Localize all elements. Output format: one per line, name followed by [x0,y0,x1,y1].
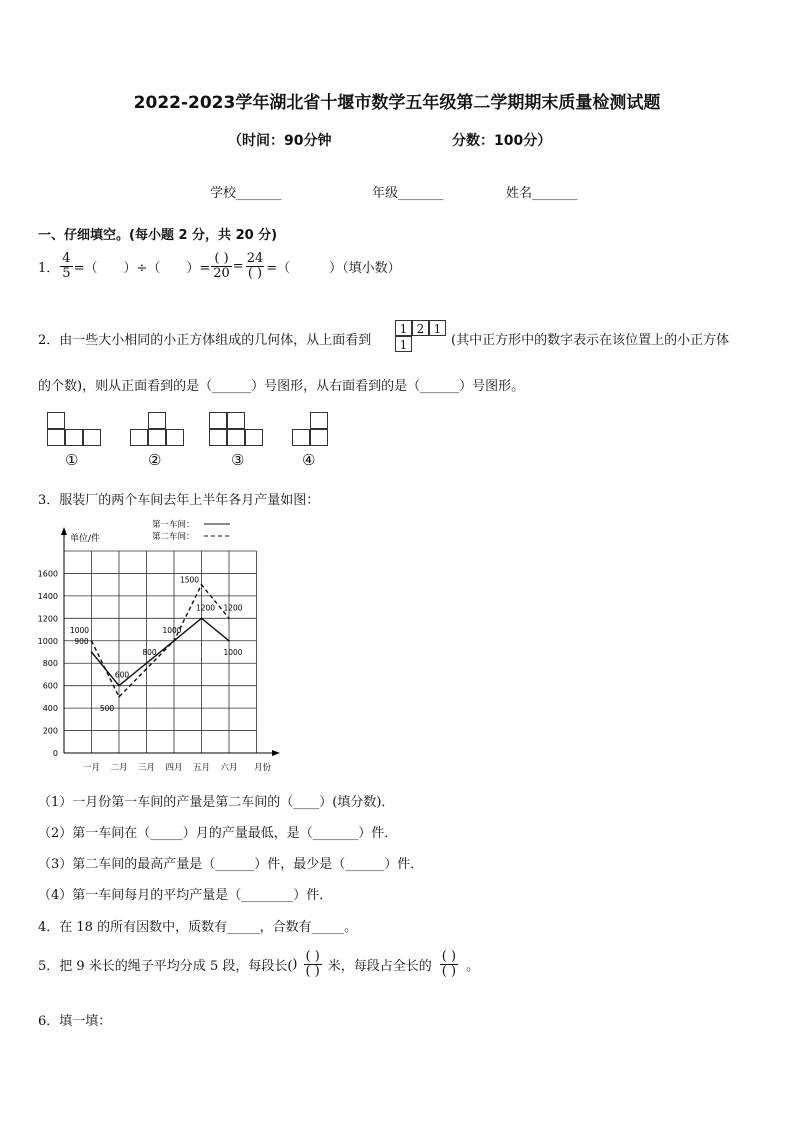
legend-label: 第一车间： [152,520,195,530]
q1-f1-denominator: 5 [62,265,71,281]
y-tick-label: 1000 [37,636,58,646]
q3-sub1: （1）一月份第一车间的产量是第二车间的（____）(填分数)． [38,795,395,810]
y-tick-label: 400 [42,704,58,714]
q1-f3-numerator: 24 [246,251,264,266]
data-label: 1500 [179,575,200,585]
y-tick-label: 1600 [37,569,58,579]
q5-f-denominator: ( ) [305,963,320,979]
q2-line1-b: (其中正方形中的数字表示在该位置上的小正方体 [451,333,730,348]
y-tick-label: 200 [42,726,58,736]
x-tick-label: 二月 [110,763,128,773]
q3-intro: 3．服装厂的两个车间去年上半年各月产量如图： [38,493,320,508]
q5-fraction-length [304,950,322,978]
top-view-cell: 1 [395,320,412,336]
data-point [228,618,230,620]
q5-text-c: 。 [466,958,480,974]
q1-expression-c: =（ ）（填小数） [266,260,401,276]
y-tick-label: 800 [42,659,58,669]
y-tick-label: 0 [52,749,58,758]
data-label: 500 [99,703,115,713]
data-point [91,640,93,642]
q5-f2-denominator: ( ) [441,963,457,979]
section-heading: 一、仔细填空。(每小题 2 分，共 20 分) [38,228,278,243]
data-label: 600 [114,670,130,680]
data-point [201,584,203,586]
y-axis-arrow [61,527,67,535]
data-point [118,685,120,687]
x-axis-label: 月份 [253,763,272,773]
data-label: 800 [142,648,157,658]
x-tick-label: 三月 [137,763,156,773]
question-6: 6．填一填： [38,1014,112,1029]
legend-label: 第二车间： [152,532,195,542]
school-field: 学校_______ [210,186,282,201]
q5-f2-numerator: ( ) [441,949,457,964]
q5-text-a: 5．把 9 米长的绳子平均分成 5 段，每段长( [38,958,293,974]
q2-line2: 的个数)，则从正面看到的是（______）号图形，从右面看到的是（______）号图形。 [38,379,525,394]
q1-expression-b: = [232,258,244,274]
y-axis-label: 单位/件 [70,534,101,544]
exam-time: （时间：90分钟 [228,133,332,149]
top-view-cell: 1 [429,320,446,336]
option-label-1: ① [65,451,79,469]
q1-number: 1． [38,260,60,276]
x-tick-label: 五月 [192,763,211,773]
data-label: 1000 [69,625,90,635]
q1-fraction-2 [211,252,232,280]
data-label: 1000 [162,625,182,635]
production-line-chart [30,515,290,777]
q2-line1-a: 2．由一些大小相同的小正方体组成的几何体，从上面看到 [38,333,372,348]
option-label-4: ④ [302,451,316,469]
data-label: 900 [74,637,89,646]
q3-sub4: （4）第一车间每月的平均产量是（________）件． [38,888,333,903]
question-4: 4．在 18 的所有因数中，质数有_____，合数有_____。 [38,920,358,935]
data-point [91,651,93,653]
exam-score: 分数：100分） [452,133,552,149]
top-view-cell: 1 [395,336,412,352]
data-label: 1000 [223,647,243,657]
q3-sub3: （3）第二车间的最高产量是（______）件，最少是（______）件． [38,857,424,872]
q1-f1-numerator: 4 [62,251,71,266]
data-label: 1200 [223,603,243,613]
q1-f2-numerator: ( ) [214,251,229,266]
y-tick-label: 1200 [37,614,58,624]
data-point [146,662,148,664]
q1-fraction-1 [60,252,72,280]
q3-sub2: （2）第一车间在（_____）月的产量最低，是（_______）件． [38,826,398,841]
name-field: 姓名_______ [506,186,578,201]
q5-f-numerator: ( ) [305,949,320,964]
page-title: 2022-2023学年湖北省十堰市数学五年级第二学期期末质量检测试题 [133,93,661,113]
option-label-3: ③ [231,451,245,469]
x-tick-label: 四月 [165,763,183,773]
q1-expression-a: =（ ）÷（ ）= [73,260,211,276]
q1-f2-denominator: 20 [213,265,230,281]
q5-fraction-share [440,950,458,978]
q1-f3-denominator: ( ) [247,265,263,281]
y-tick-label: 600 [42,681,58,691]
x-tick-label: 六月 [220,763,238,773]
grade-field: 年级_______ [372,186,444,201]
x-axis-arrow [272,750,280,756]
q5-text-b: 米，每段占全长的 [327,958,432,974]
question-5 [38,950,479,978]
series-line-1 [92,618,230,685]
data-point [201,618,203,620]
data-label: 1200 [195,603,216,613]
y-tick-label: 1400 [37,591,58,601]
data-point [118,696,120,698]
option-label-2: ② [148,451,162,469]
data-point [173,640,175,642]
q1-fraction-3 [245,252,266,280]
data-point [228,640,230,642]
top-view-cell: 2 [412,320,429,336]
question-1 [38,252,401,280]
q5-paren: ) [292,956,298,972]
data-point [146,668,148,670]
x-tick-label: 一月 [82,763,101,773]
